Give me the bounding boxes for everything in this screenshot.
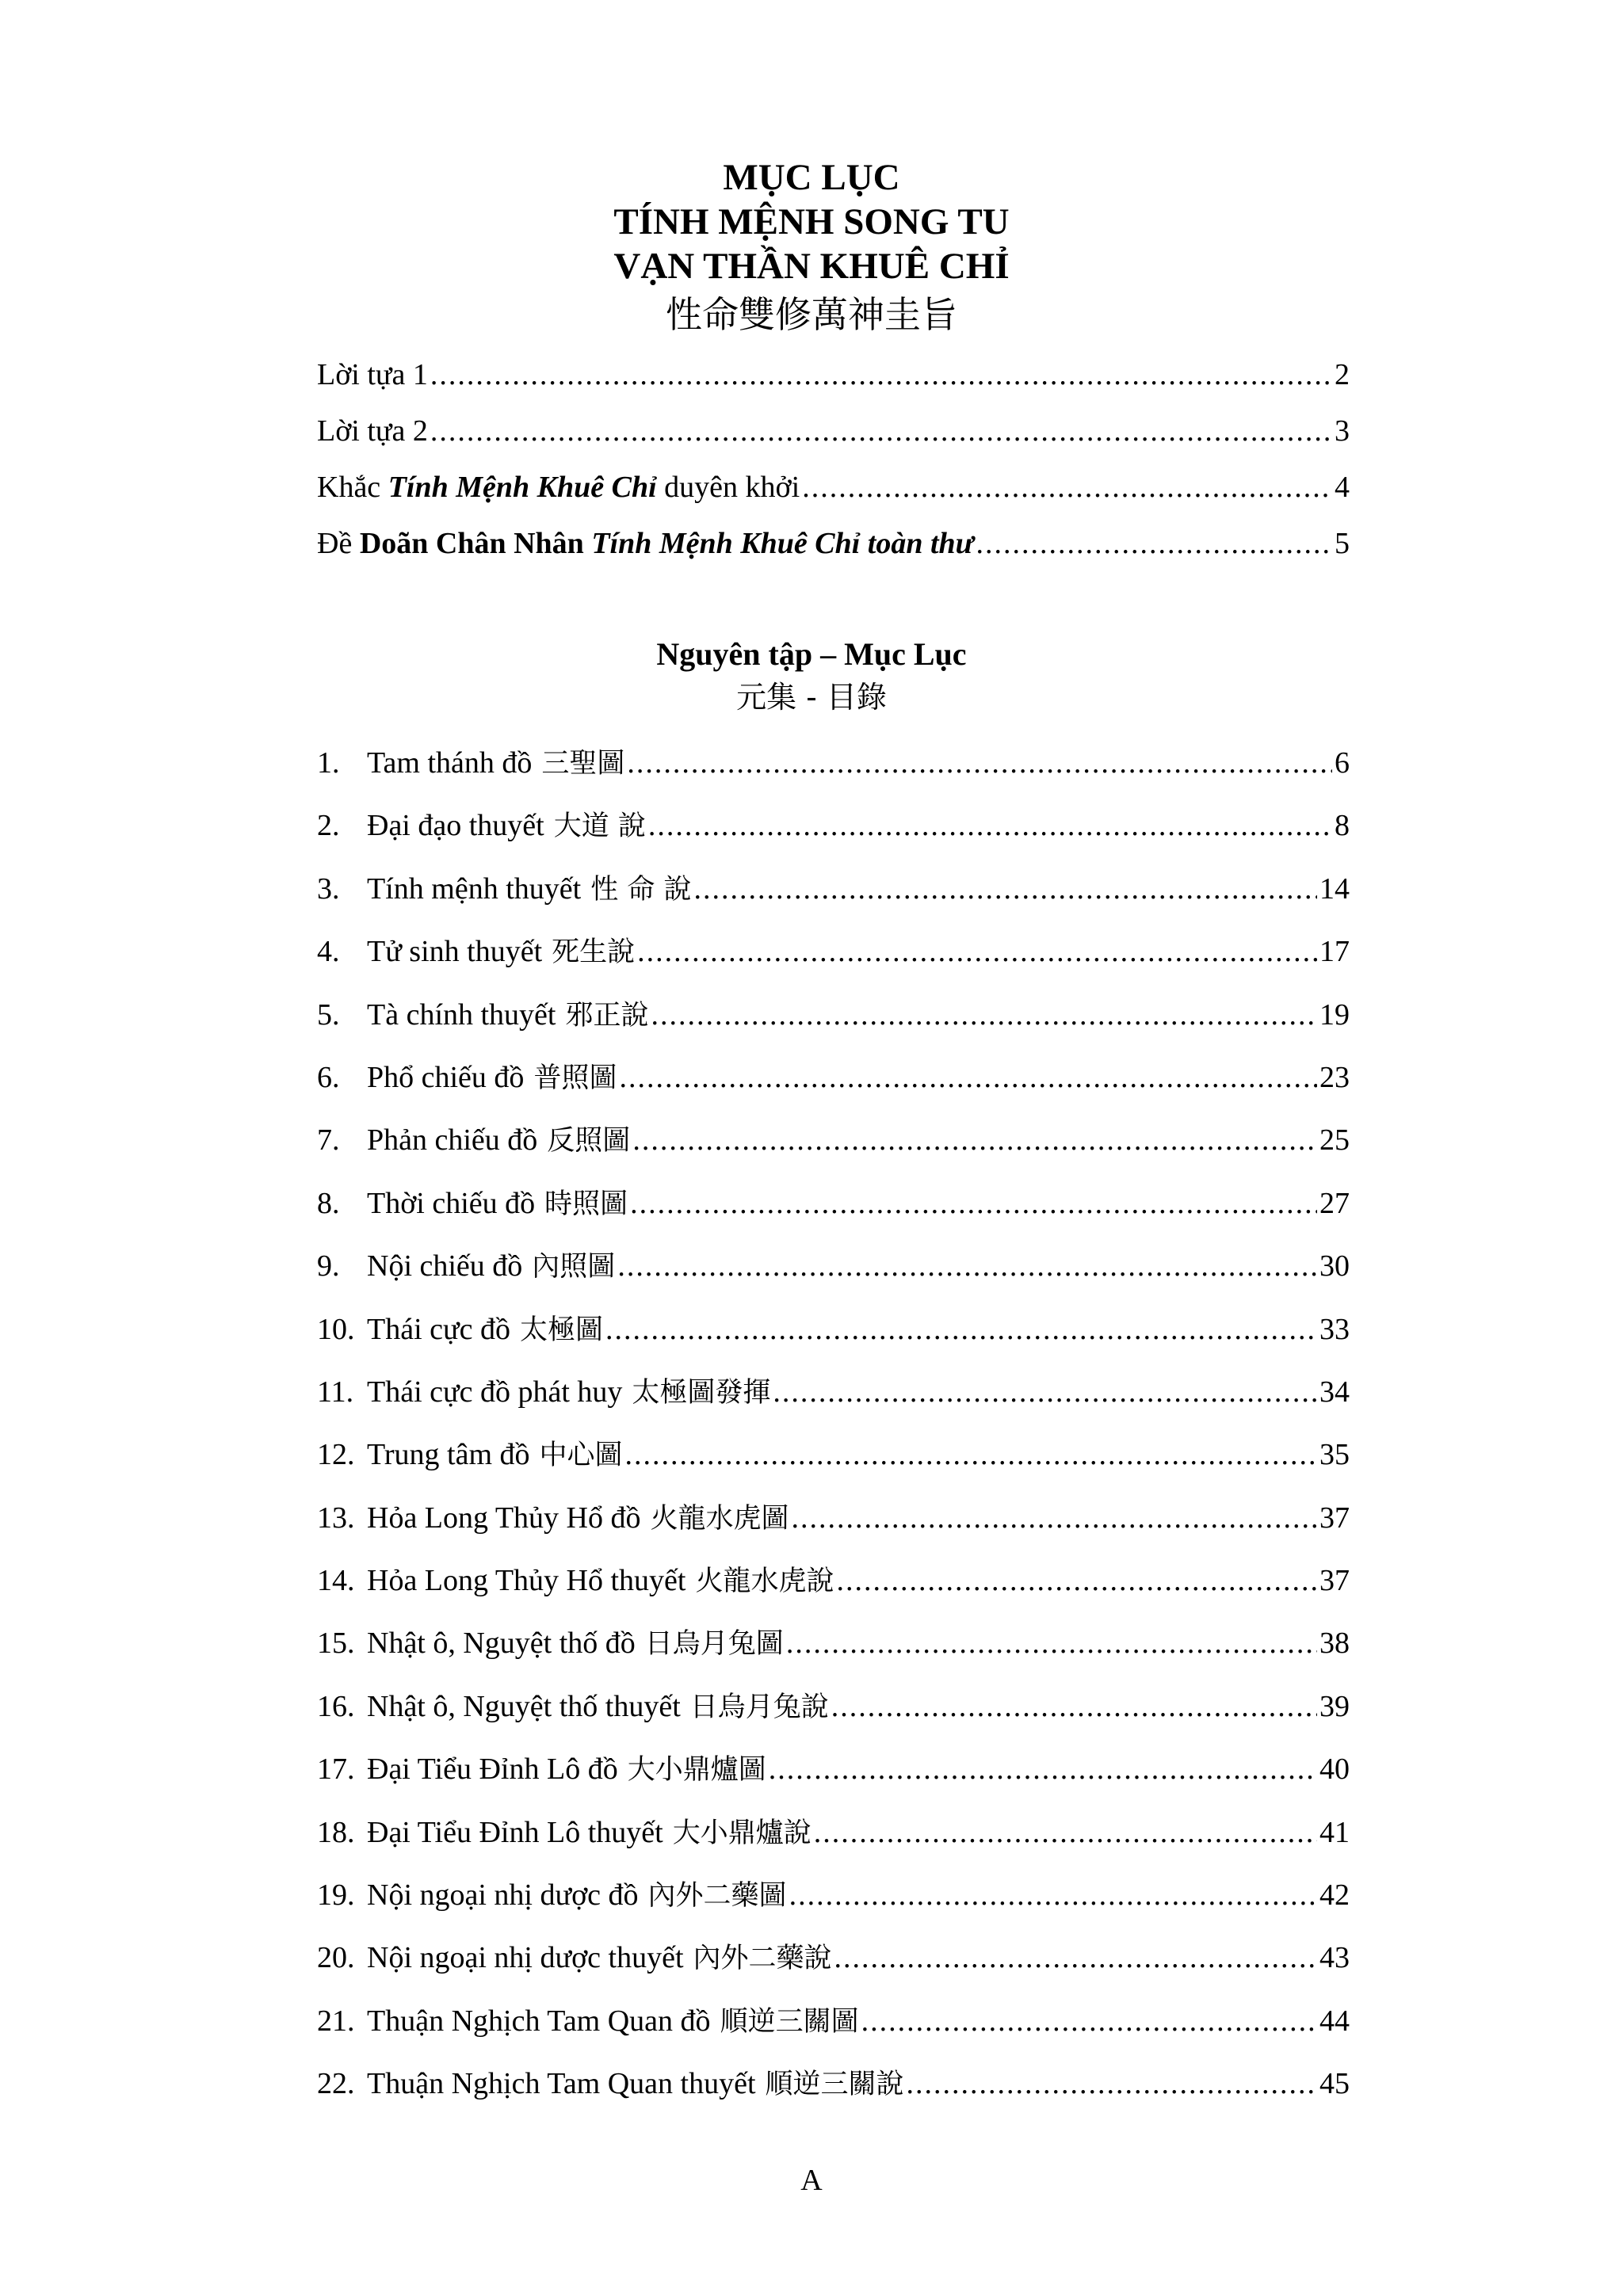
leader-dots bbox=[619, 1058, 1317, 1097]
entry-title bbox=[317, 1813, 812, 1853]
entry-title bbox=[317, 932, 635, 972]
entry-number: 14. bbox=[317, 1564, 355, 1598]
title-line-1: MỤC LỤC bbox=[723, 157, 900, 198]
entry-cjk: 時照圖 bbox=[544, 1188, 628, 1220]
entry-title bbox=[317, 1875, 787, 1916]
entry-text: Tam thánh đồ bbox=[367, 746, 533, 780]
entry-text: Phản chiếu đồ bbox=[367, 1123, 538, 1158]
title-line-3: VẠN THẦN KHUÊ CHỈ bbox=[613, 246, 1010, 287]
entry-number: 13. bbox=[317, 1501, 355, 1535]
page-number: 44 bbox=[1319, 2004, 1350, 2038]
leader-dots bbox=[617, 1246, 1317, 1286]
page-number: 19 bbox=[1319, 997, 1350, 1032]
section-entry-list bbox=[317, 743, 1350, 2127]
entry-title bbox=[317, 1310, 603, 1350]
leader-dots bbox=[632, 1120, 1317, 1160]
entry-text: Hỏa Long Thủy Hổ đồ bbox=[367, 1501, 641, 1535]
entry-text: Thời chiếu đồ bbox=[367, 1186, 536, 1220]
page-number: 17 bbox=[1319, 935, 1350, 969]
entry-cjk: 日烏月兔圖 bbox=[644, 1628, 784, 1661]
leader-dots bbox=[625, 1435, 1317, 1474]
entry-title bbox=[317, 524, 973, 563]
entry-number: 22. bbox=[317, 2067, 355, 2101]
entry-number: 10. bbox=[317, 1312, 355, 1346]
entry-cjk: 太極圖發揮 bbox=[632, 1376, 771, 1409]
page-number: 25 bbox=[1319, 1123, 1350, 1158]
entry-suffix: duyên khởi bbox=[656, 471, 800, 504]
toc-entry[interactable] bbox=[317, 2064, 1350, 2104]
entry-title bbox=[317, 1184, 628, 1224]
toc-entry[interactable] bbox=[317, 2001, 1350, 2042]
entry-number: 20. bbox=[317, 1941, 355, 1975]
leader-dots bbox=[834, 1938, 1317, 1978]
leader-dots bbox=[814, 1813, 1317, 1852]
entry-cjk: 順逆三關圖 bbox=[720, 2005, 859, 2038]
title-block bbox=[0, 155, 1623, 339]
page-number: 4 bbox=[1335, 471, 1350, 504]
entry-number: 21. bbox=[317, 2004, 355, 2038]
page-number: 30 bbox=[1319, 1249, 1350, 1283]
leader-dots bbox=[430, 355, 1332, 395]
leader-dots bbox=[861, 2001, 1317, 2041]
leader-dots bbox=[605, 1310, 1317, 1349]
toc-entry[interactable] bbox=[317, 743, 1350, 784]
entry-cjk: 日烏月兔說 bbox=[689, 1691, 829, 1723]
entry-number: 5. bbox=[317, 997, 340, 1032]
entry-number: 8. bbox=[317, 1186, 340, 1220]
entry-title bbox=[317, 1372, 770, 1413]
entry-cjk: 火龍水虎說 bbox=[695, 1566, 834, 1598]
entry-number: 15. bbox=[317, 1627, 355, 1661]
page-number: 43 bbox=[1319, 1941, 1350, 1975]
entry-text: Tử sinh thuyết bbox=[367, 935, 543, 969]
front-matter-list bbox=[317, 355, 1350, 563]
leader-dots bbox=[802, 467, 1332, 507]
entry-cjk: 性 命 說 bbox=[590, 873, 692, 906]
entry-cjk: 反照圖 bbox=[547, 1125, 631, 1158]
page-number: 34 bbox=[1319, 1375, 1350, 1409]
leader-dots bbox=[637, 932, 1317, 971]
entry-title bbox=[317, 1561, 834, 1601]
page-number: 2 bbox=[1335, 358, 1350, 391]
page-number: 6 bbox=[1335, 746, 1350, 780]
page-number: 5 bbox=[1335, 527, 1350, 560]
leader-dots bbox=[430, 411, 1332, 451]
entry-title bbox=[317, 806, 646, 846]
toc-entry[interactable] bbox=[317, 1310, 1350, 1350]
entry-text: Phổ chiếu đồ bbox=[367, 1060, 525, 1094]
page-number: 3 bbox=[1335, 414, 1350, 448]
leader-dots bbox=[831, 1687, 1317, 1726]
entry-title bbox=[317, 1938, 832, 1978]
entry-title bbox=[317, 1687, 829, 1727]
entry-number: 6. bbox=[317, 1060, 340, 1094]
entry-author: Doãn Chân Nhân bbox=[359, 527, 584, 560]
toc-entry[interactable] bbox=[317, 1813, 1350, 1853]
page-number: 33 bbox=[1319, 1312, 1350, 1346]
entry-title bbox=[317, 869, 691, 910]
entry-title bbox=[317, 995, 649, 1035]
entry-prefix: Khắc bbox=[317, 471, 388, 504]
page-number: 8 bbox=[1335, 809, 1350, 843]
entry-text: Nội ngoại nhị dược đồ bbox=[367, 1878, 639, 1913]
entry-number: 19. bbox=[317, 1878, 355, 1913]
toc-entry[interactable] bbox=[317, 1246, 1350, 1287]
entry-number: 1. bbox=[317, 746, 340, 780]
entry-text: Thái cực đồ bbox=[367, 1312, 510, 1346]
page-number: 35 bbox=[1319, 1438, 1350, 1472]
toc-entry[interactable] bbox=[317, 1120, 1350, 1161]
entry-title bbox=[317, 1498, 789, 1539]
page-number: 41 bbox=[1319, 1815, 1350, 1849]
leader-dots bbox=[769, 1749, 1317, 1789]
page-number: 37 bbox=[1319, 1564, 1350, 1598]
entry-cjk: 內外二藥說 bbox=[693, 1943, 832, 1975]
entry-title bbox=[317, 2001, 859, 2042]
toc-entry[interactable] bbox=[317, 869, 1350, 910]
entry-number: 11. bbox=[317, 1375, 354, 1409]
leader-dots bbox=[648, 806, 1332, 845]
entry-title: Lời tựa 1 bbox=[317, 358, 428, 391]
page-number: 38 bbox=[1319, 1627, 1350, 1661]
toc-entry[interactable] bbox=[317, 467, 1350, 507]
entry-cjk: 順逆三關說 bbox=[765, 2069, 904, 2101]
toc-entry[interactable] bbox=[317, 411, 1350, 451]
entry-text: Đại Tiểu Đỉnh Lô đồ bbox=[367, 1753, 618, 1787]
toc-entry[interactable] bbox=[317, 1561, 1350, 1601]
leader-dots bbox=[627, 743, 1332, 783]
toc-entry[interactable] bbox=[317, 995, 1350, 1035]
entry-text: Nhật ô, Nguyệt thố thuyết bbox=[367, 1689, 681, 1723]
entry-book-title: Tính Mệnh Khuê Chỉ toàn thư bbox=[591, 527, 974, 560]
entry-book-title: Tính Mệnh Khuê Chỉ bbox=[388, 471, 657, 504]
section-title: Nguyên tập – Mục Lục bbox=[656, 636, 967, 672]
entry-number: 17. bbox=[317, 1753, 355, 1787]
toc-entry[interactable] bbox=[317, 1058, 1350, 1098]
entry-cjk: 大小鼎爐說 bbox=[672, 1817, 812, 1849]
entry-number: 12. bbox=[317, 1438, 355, 1472]
leader-dots bbox=[651, 995, 1318, 1035]
leader-dots bbox=[773, 1372, 1317, 1412]
entry-text: Nhật ô, Nguyệt thố đồ bbox=[367, 1627, 636, 1661]
toc-entry[interactable] bbox=[317, 1687, 1350, 1727]
toc-entry[interactable] bbox=[317, 1498, 1350, 1539]
page-number: 23 bbox=[1319, 1060, 1350, 1094]
entry-text: Trung tâm đồ bbox=[367, 1438, 530, 1472]
toc-entry[interactable] bbox=[317, 806, 1350, 846]
entry-title bbox=[317, 743, 624, 784]
entry-cjk: 大道 說 bbox=[553, 810, 646, 843]
toc-entry[interactable] bbox=[317, 1749, 1350, 1790]
entry-cjk: 中心圖 bbox=[539, 1440, 623, 1472]
leader-dots bbox=[792, 1498, 1317, 1538]
entry-cjk: 火龍水虎圖 bbox=[650, 1502, 789, 1535]
entry-number: 4. bbox=[317, 935, 340, 969]
entry-title bbox=[317, 1435, 623, 1475]
entry-number: 7. bbox=[317, 1123, 340, 1158]
page-number: 14 bbox=[1319, 871, 1350, 906]
leader-dots bbox=[630, 1184, 1317, 1223]
entry-number: 9. bbox=[317, 1249, 340, 1283]
entry-text: Tính mệnh thuyết bbox=[367, 871, 582, 906]
page-footer-label: A bbox=[800, 2164, 823, 2197]
toc-entry[interactable] bbox=[317, 932, 1350, 972]
toc-entry[interactable] bbox=[317, 1372, 1350, 1413]
entry-title: Lời tựa 2 bbox=[317, 414, 428, 448]
entry-text: Hỏa Long Thủy Hổ thuyết bbox=[367, 1564, 686, 1598]
leader-dots bbox=[789, 1875, 1317, 1915]
title-line-2: TÍNH MỆNH SONG TU bbox=[613, 201, 1010, 242]
leader-dots bbox=[693, 869, 1317, 909]
section-cjk: 元集 - 目錄 bbox=[736, 680, 887, 715]
leader-dots bbox=[786, 1623, 1317, 1663]
page-number: 42 bbox=[1319, 1878, 1350, 1913]
entry-cjk: 太極圖 bbox=[519, 1314, 603, 1346]
entry-cjk: 邪正說 bbox=[565, 999, 649, 1032]
leader-dots bbox=[837, 1561, 1318, 1600]
entry-number: 2. bbox=[317, 809, 340, 843]
entry-cjk: 普照圖 bbox=[533, 1062, 617, 1094]
entry-number: 16. bbox=[317, 1689, 355, 1723]
entry-text: Nội chiếu đồ bbox=[367, 1249, 523, 1283]
entry-text: Thuận Nghịch Tam Quan thuyết bbox=[367, 2067, 756, 2101]
entry-cjk: 死生說 bbox=[552, 936, 636, 969]
page-number: 45 bbox=[1319, 2067, 1350, 2101]
entry-cjk: 大小鼎爐圖 bbox=[627, 1754, 766, 1787]
leader-dots bbox=[907, 2064, 1317, 2103]
entry-text: Tà chính thuyết bbox=[367, 997, 556, 1032]
entry-cjk: 三聖圖 bbox=[541, 748, 625, 780]
entry-prefix: Đề bbox=[317, 527, 360, 560]
entry-title bbox=[317, 1246, 615, 1287]
entry-title bbox=[317, 1623, 784, 1664]
entry-text: Đại đạo thuyết bbox=[367, 809, 544, 843]
entry-number: 18. bbox=[317, 1815, 355, 1849]
entry-text: Nội ngoại nhị dược thuyết bbox=[367, 1941, 684, 1975]
toc-entry[interactable] bbox=[317, 1938, 1350, 1978]
entry-text: Thái cực đồ phát huy bbox=[367, 1375, 623, 1409]
toc-entry[interactable] bbox=[317, 1875, 1350, 1916]
toc-entry[interactable] bbox=[317, 1623, 1350, 1664]
page-number: 37 bbox=[1319, 1501, 1350, 1535]
entry-number: 3. bbox=[317, 871, 340, 906]
entry-text: Thuận Nghịch Tam Quan đồ bbox=[367, 2004, 711, 2038]
entry-title bbox=[317, 1058, 617, 1098]
toc-entry[interactable] bbox=[317, 1184, 1350, 1224]
entry-title bbox=[317, 1749, 766, 1790]
toc-entry[interactable] bbox=[317, 355, 1350, 395]
leader-dots bbox=[976, 524, 1332, 563]
page-number: 40 bbox=[1319, 1753, 1350, 1787]
entry-text: Đại Tiểu Đỉnh Lô thuyết bbox=[367, 1815, 663, 1849]
section-heading bbox=[0, 634, 1623, 719]
page-number: 39 bbox=[1319, 1689, 1350, 1723]
page-number: 27 bbox=[1319, 1186, 1350, 1220]
entry-cjk: 內外二藥圖 bbox=[647, 1880, 787, 1913]
entry-title bbox=[317, 467, 800, 507]
entry-title bbox=[317, 2064, 904, 2104]
toc-entry[interactable] bbox=[317, 524, 1350, 563]
entry-title bbox=[317, 1120, 630, 1161]
toc-entry[interactable] bbox=[317, 1435, 1350, 1475]
entry-cjk: 內照圖 bbox=[532, 1251, 616, 1283]
title-cjk: 性命雙修萬神圭旨 bbox=[666, 293, 957, 336]
